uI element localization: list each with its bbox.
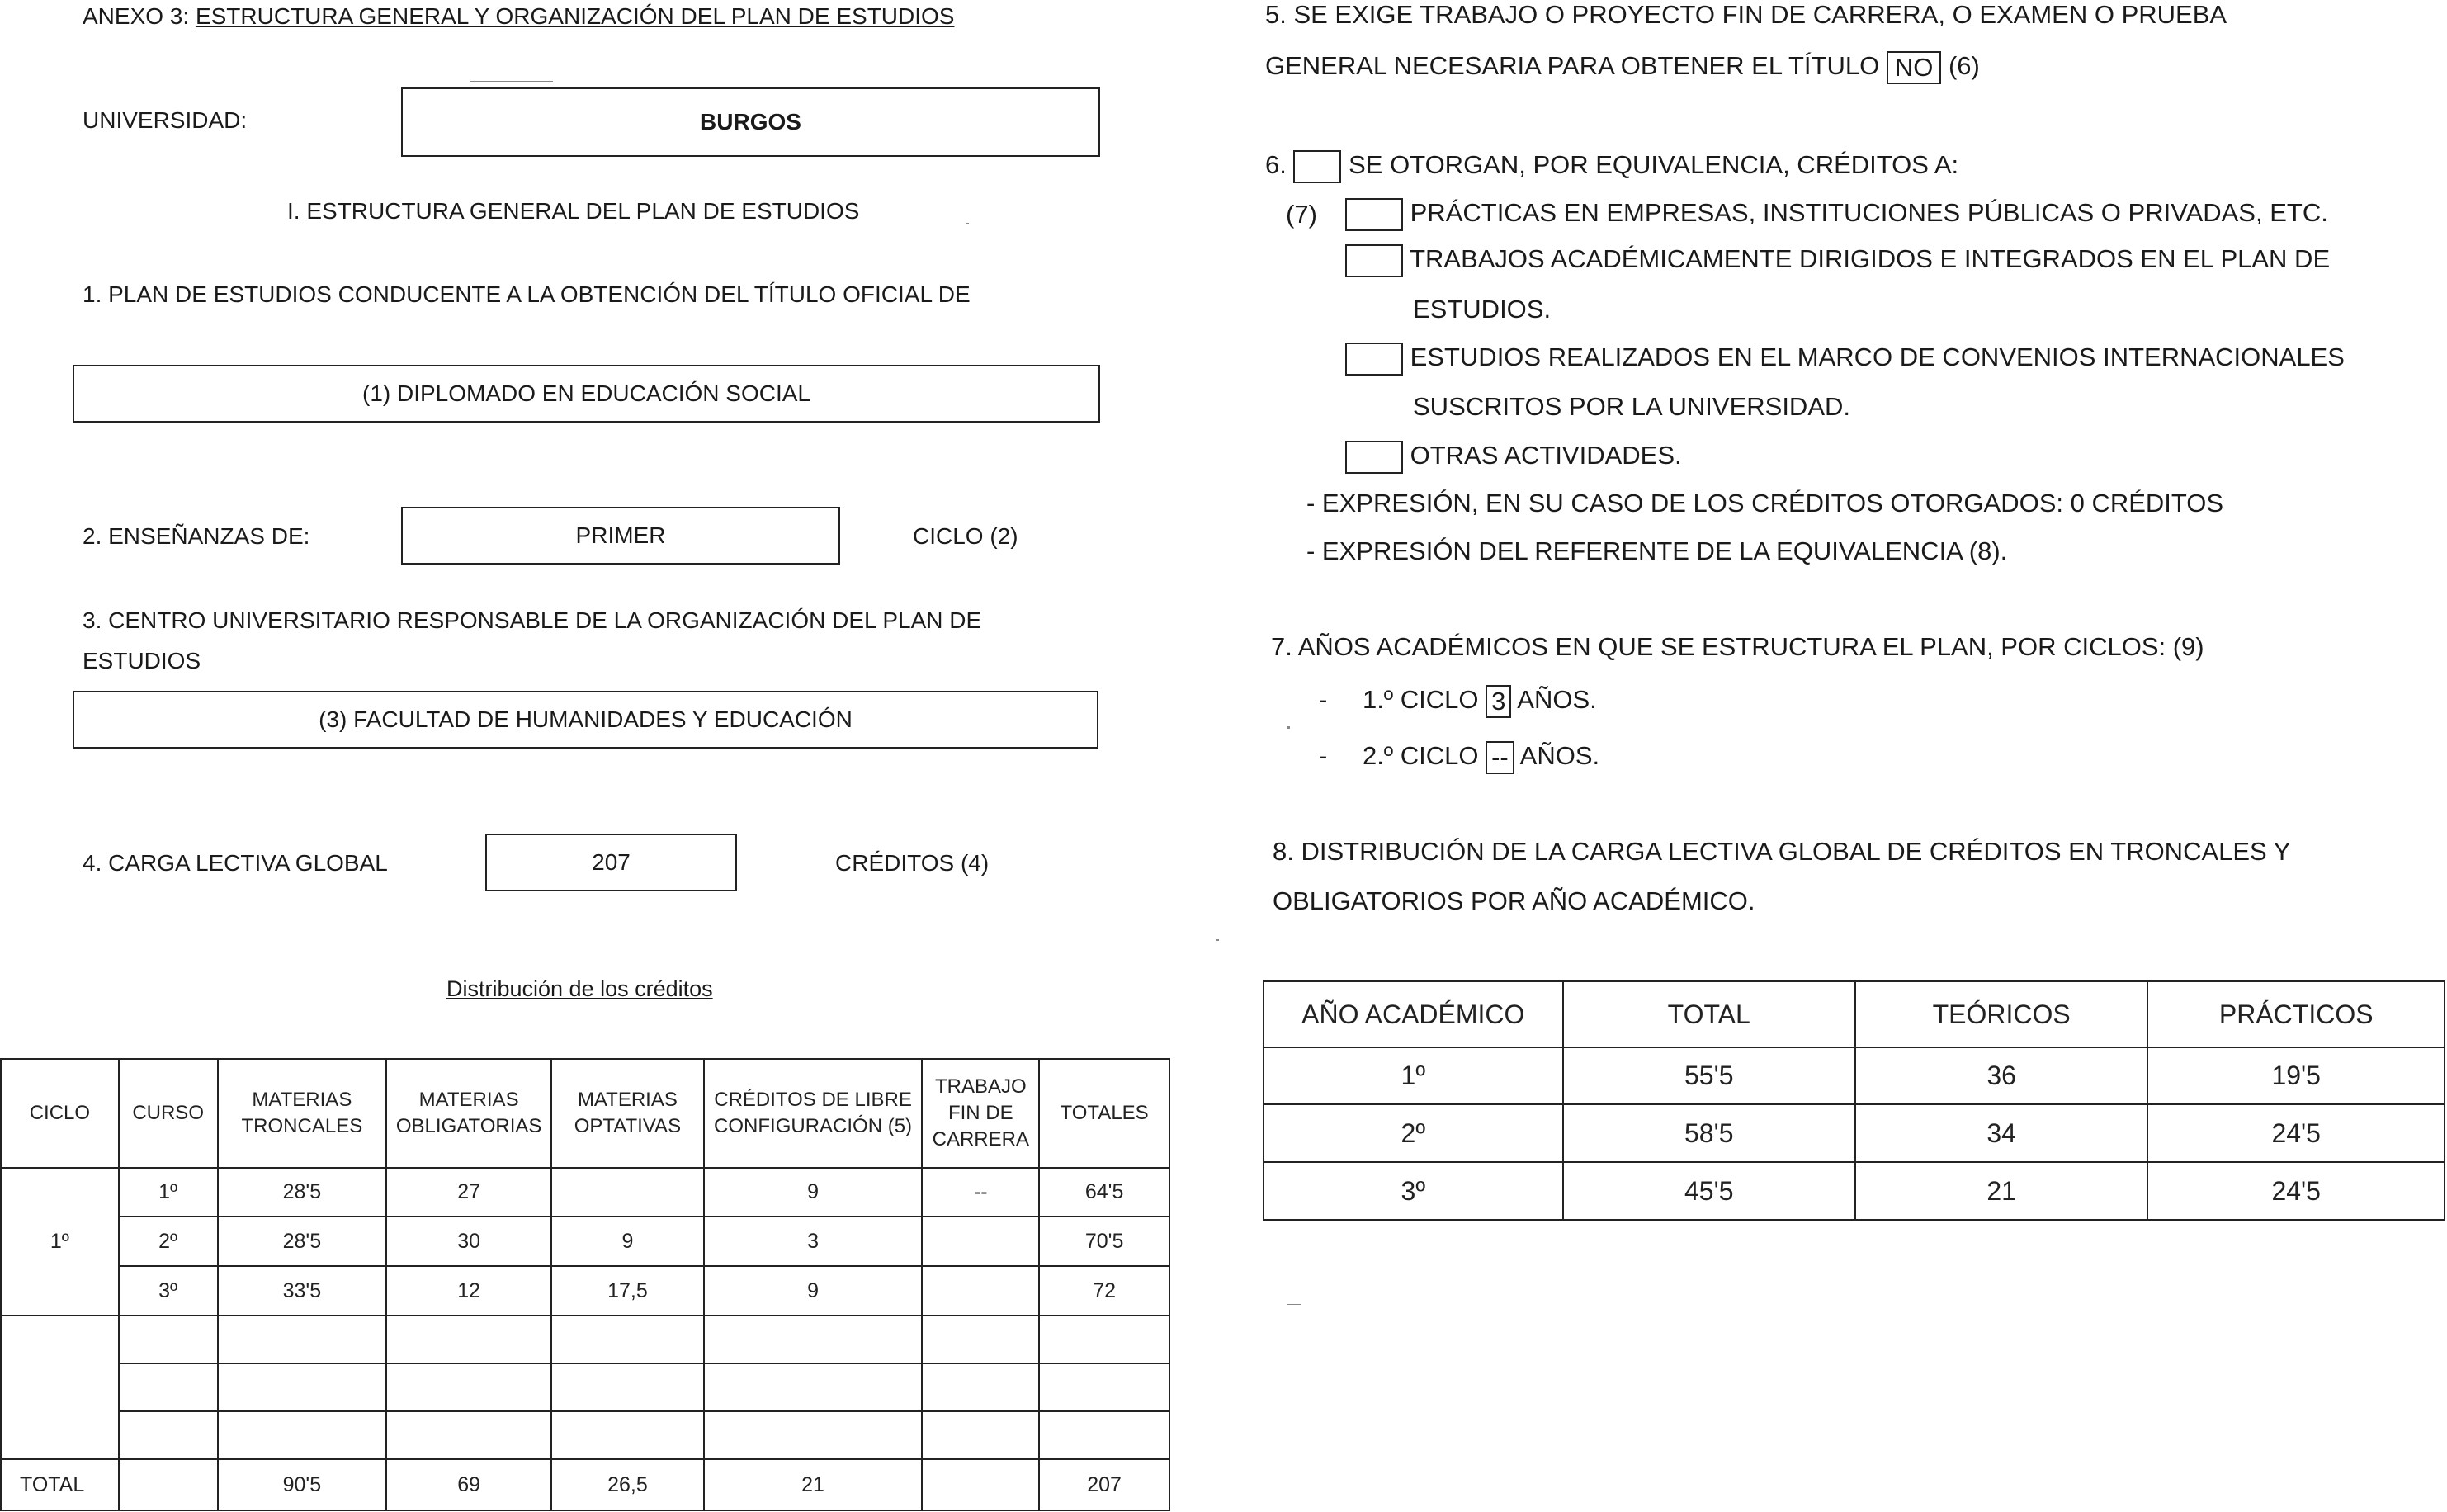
scan-speck [1216, 939, 1219, 941]
table-cell: 9 [551, 1217, 704, 1266]
table-cell: 12 [386, 1266, 551, 1316]
cycle-2-box [1486, 741, 1514, 774]
table-row-empty [1, 1363, 1169, 1411]
cycle-value: PRIMER [575, 522, 666, 548]
table-cell: 27 [386, 1168, 551, 1217]
q6-checkbox [1293, 150, 1341, 183]
col-header: CICLO [1, 1059, 119, 1168]
col-header: MATERIAS OPTATIVAS [551, 1059, 704, 1168]
year-header-row [1264, 981, 2445, 1047]
q6-option-3 [1345, 343, 2345, 376]
option-label: TRABAJOS ACADÉMICAMENTE DIRIGIDOS E INTEGRADOS EN EL PLAN DE [1410, 244, 2331, 274]
q5-ref: (6) [1948, 51, 1980, 81]
col-header: TOTAL [1563, 981, 1855, 1047]
table-cell: -- [922, 1168, 1039, 1217]
q6-ref: (7) [1286, 200, 1317, 229]
credits-table [0, 1058, 1170, 1511]
credits-header-row [1, 1059, 1169, 1168]
q4-suffix: CRÉDITOS (4) [835, 850, 990, 876]
option-checkbox [1345, 343, 1403, 376]
table-cell: 1º [1264, 1047, 1563, 1104]
q6-option-1 [1345, 198, 2328, 231]
university-label: UNIVERSIDAD: [83, 107, 248, 133]
year-table [1263, 980, 2445, 1221]
option-label: OTRAS ACTIVIDADES. [1410, 441, 1682, 470]
table-cell: 30 [386, 1217, 551, 1266]
col-header: TOTALES [1039, 1059, 1169, 1168]
table-cell: 207 [1039, 1459, 1169, 1510]
cycle-cell: 1º [1, 1168, 119, 1316]
degree-value: (1) DIPLOMADO EN EDUCACIÓN SOCIAL [362, 380, 810, 406]
q6-expression-1: - EXPRESIÓN, EN SU CASO DE LOS CRÉDITOS OTORGADOS: 0 CRÉDITOS [1306, 489, 2224, 517]
q2-label: 2. ENSEÑANZAS DE: [83, 523, 310, 549]
total-label: TOTAL [1, 1459, 119, 1510]
table-cell: 34 [1855, 1104, 2148, 1162]
option-checkbox [1345, 244, 1403, 277]
annex-prefix: ANEXO 3: [83, 3, 190, 29]
q4-label: 4. CARGA LECTIVA GLOBAL [83, 850, 388, 876]
table-cell: 21 [704, 1459, 923, 1510]
q6-text: SE OTORGAN, POR EQUIVALENCIA, CRÉDITOS A: [1349, 150, 1959, 180]
center-field [73, 691, 1098, 749]
table-cell: 3º [1264, 1162, 1563, 1220]
table-cell [119, 1459, 218, 1510]
q6-option-4 [1345, 441, 1682, 474]
q6-option-2 [1345, 244, 2330, 277]
scan-speck [470, 81, 553, 82]
q5-answer-box [1887, 51, 1942, 84]
table-row-empty [1, 1411, 1169, 1459]
annex-title: ESTRUCTURA GENERAL Y ORGANIZACIÓN DEL PLAN DE ESTUDIOS [195, 3, 955, 29]
load-field [485, 834, 737, 891]
table-cell [551, 1168, 704, 1217]
table-cell: 19'5 [2147, 1047, 2445, 1104]
table-row [1, 1168, 1169, 1217]
q6-num: 6. [1265, 150, 1287, 180]
table-cell: 26,5 [551, 1459, 704, 1510]
option-label: PRÁCTICAS EN EMPRESAS, INSTITUCIONES PÚBLICAS O PRIVADAS, ETC. [1410, 198, 2328, 228]
cycle-field [401, 507, 840, 565]
q5-line1: 5. SE EXIGE TRABAJO O PROYECTO FIN DE CARRERA, O EXAMEN O PRUEBA [1265, 0, 2227, 29]
table-cell: 90'5 [218, 1459, 387, 1510]
table-cell: 24'5 [2147, 1162, 2445, 1220]
col-header: MATERIAS OBLIGATORIAS [386, 1059, 551, 1168]
option-label: ESTUDIOS REALIZADOS EN EL MARCO DE CONVENIOS INTERNACIONALES [1410, 343, 2345, 372]
distribution-title: Distribución de los créditos [446, 976, 713, 1001]
q7-cycle-2: - 2.º CICLO -- AÑOS. [1319, 741, 1599, 774]
table-row [1264, 1104, 2445, 1162]
section-title: I. ESTRUCTURA GENERAL DEL PLAN DE ESTUDIOS [287, 198, 860, 224]
table-cell [922, 1217, 1039, 1266]
scan-speck [1287, 1304, 1301, 1305]
table-cell: 45'5 [1563, 1162, 1855, 1220]
q7-cycle-1: - 1.º CICLO 3 AÑOS. [1319, 685, 1597, 718]
q6-heading [1265, 150, 1958, 183]
q2-suffix: CICLO (2) [913, 523, 1018, 549]
col-header: TRABAJO FIN DE CARRERA [922, 1059, 1039, 1168]
q5-line2 [1265, 51, 1980, 84]
table-cell: 2º [1264, 1104, 1563, 1162]
cycle-1-label: 1.º CICLO [1362, 685, 1479, 715]
col-header: PRÁCTICOS [2147, 981, 2445, 1047]
cycle-2-suffix: AÑOS. [1519, 741, 1600, 771]
q7-text: 7. AÑOS ACADÉMICOS EN QUE SE ESTRUCTURA EL PLAN, POR CICLOS: (9) [1271, 632, 2204, 661]
table-cell: 64'5 [1039, 1168, 1169, 1217]
q3-line1: 3. CENTRO UNIVERSITARIO RESPONSABLE DE LA ORGANIZACIÓN DEL PLAN DE [83, 607, 982, 633]
cycle-2-label: 2.º CICLO [1362, 741, 1479, 771]
col-header: CRÉDITOS DE LIBRE CONFIGURACIÓN (5) [704, 1059, 923, 1168]
table-cell: 17,5 [551, 1266, 704, 1316]
scan-speck [1287, 726, 1290, 729]
table-row [1264, 1162, 2445, 1220]
table-cell: 3 [704, 1217, 923, 1266]
table-cell [922, 1459, 1039, 1510]
table-cell: 70'5 [1039, 1217, 1169, 1266]
cycle-2-value: -- [1491, 743, 1509, 772]
load-value: 207 [592, 849, 631, 875]
col-header: CURSO [119, 1059, 218, 1168]
col-header: MATERIAS TRONCALES [218, 1059, 387, 1168]
table-row-empty [1, 1316, 1169, 1363]
q5-answer: NO [1894, 53, 1934, 82]
option-label-cont: SUSCRITOS POR LA UNIVERSIDAD. [1413, 392, 1850, 421]
degree-field [73, 365, 1100, 423]
table-cell [922, 1266, 1039, 1316]
option-checkbox [1345, 198, 1403, 231]
table-cell: 58'5 [1563, 1104, 1855, 1162]
option-label-cont: ESTUDIOS. [1413, 295, 1552, 324]
table-cell: 69 [386, 1459, 551, 1510]
table-cell: 2º [119, 1217, 218, 1266]
q1-text: 1. PLAN DE ESTUDIOS CONDUCENTE A LA OBTENCIÓN DEL TÍTULO OFICIAL DE [83, 281, 971, 307]
cycle-1-box [1486, 685, 1511, 718]
table-cell: 3º [119, 1266, 218, 1316]
col-header: TEÓRICOS [1855, 981, 2148, 1047]
table-cell: 1º [119, 1168, 218, 1217]
center-value: (3) FACULTAD DE HUMANIDADES Y EDUCACIÓN [319, 706, 853, 732]
table-cell: 21 [1855, 1162, 2148, 1220]
table-cell: 33'5 [218, 1266, 387, 1316]
q5-text: GENERAL NECESARIA PARA OBTENER EL TÍTULO [1265, 51, 1880, 81]
table-cell: 28'5 [218, 1217, 387, 1266]
option-checkbox [1345, 441, 1403, 474]
university-value: BURGOS [700, 109, 801, 135]
table-cell: 9 [704, 1168, 923, 1217]
table-cell: 72 [1039, 1266, 1169, 1316]
table-row [1264, 1047, 2445, 1104]
table-cell: 9 [704, 1266, 923, 1316]
table-cell: 55'5 [1563, 1047, 1855, 1104]
q6-expression-2: - EXPRESIÓN DEL REFERENTE DE LA EQUIVALENCIA (8). [1306, 536, 2008, 565]
q3-line2: ESTUDIOS [83, 648, 201, 673]
q8-line1: 8. DISTRIBUCIÓN DE LA CARGA LECTIVA GLOBAL DE CRÉDITOS EN TRONCALES Y [1273, 837, 2291, 866]
table-cell: 28'5 [218, 1168, 387, 1217]
table-cell: 24'5 [2147, 1104, 2445, 1162]
table-cell: 36 [1855, 1047, 2148, 1104]
university-field [401, 87, 1100, 157]
total-row [1, 1459, 1169, 1510]
annex-heading [83, 3, 954, 30]
col-header: AÑO ACADÉMICO [1264, 981, 1563, 1047]
scan-speck [966, 223, 969, 224]
table-row [1, 1266, 1169, 1316]
cycle-1-suffix: AÑOS. [1517, 685, 1597, 715]
cycle-1-value: 3 [1491, 687, 1506, 716]
table-row [1, 1217, 1169, 1266]
q8-line2: OBLIGATORIOS POR AÑO ACADÉMICO. [1273, 886, 1755, 915]
